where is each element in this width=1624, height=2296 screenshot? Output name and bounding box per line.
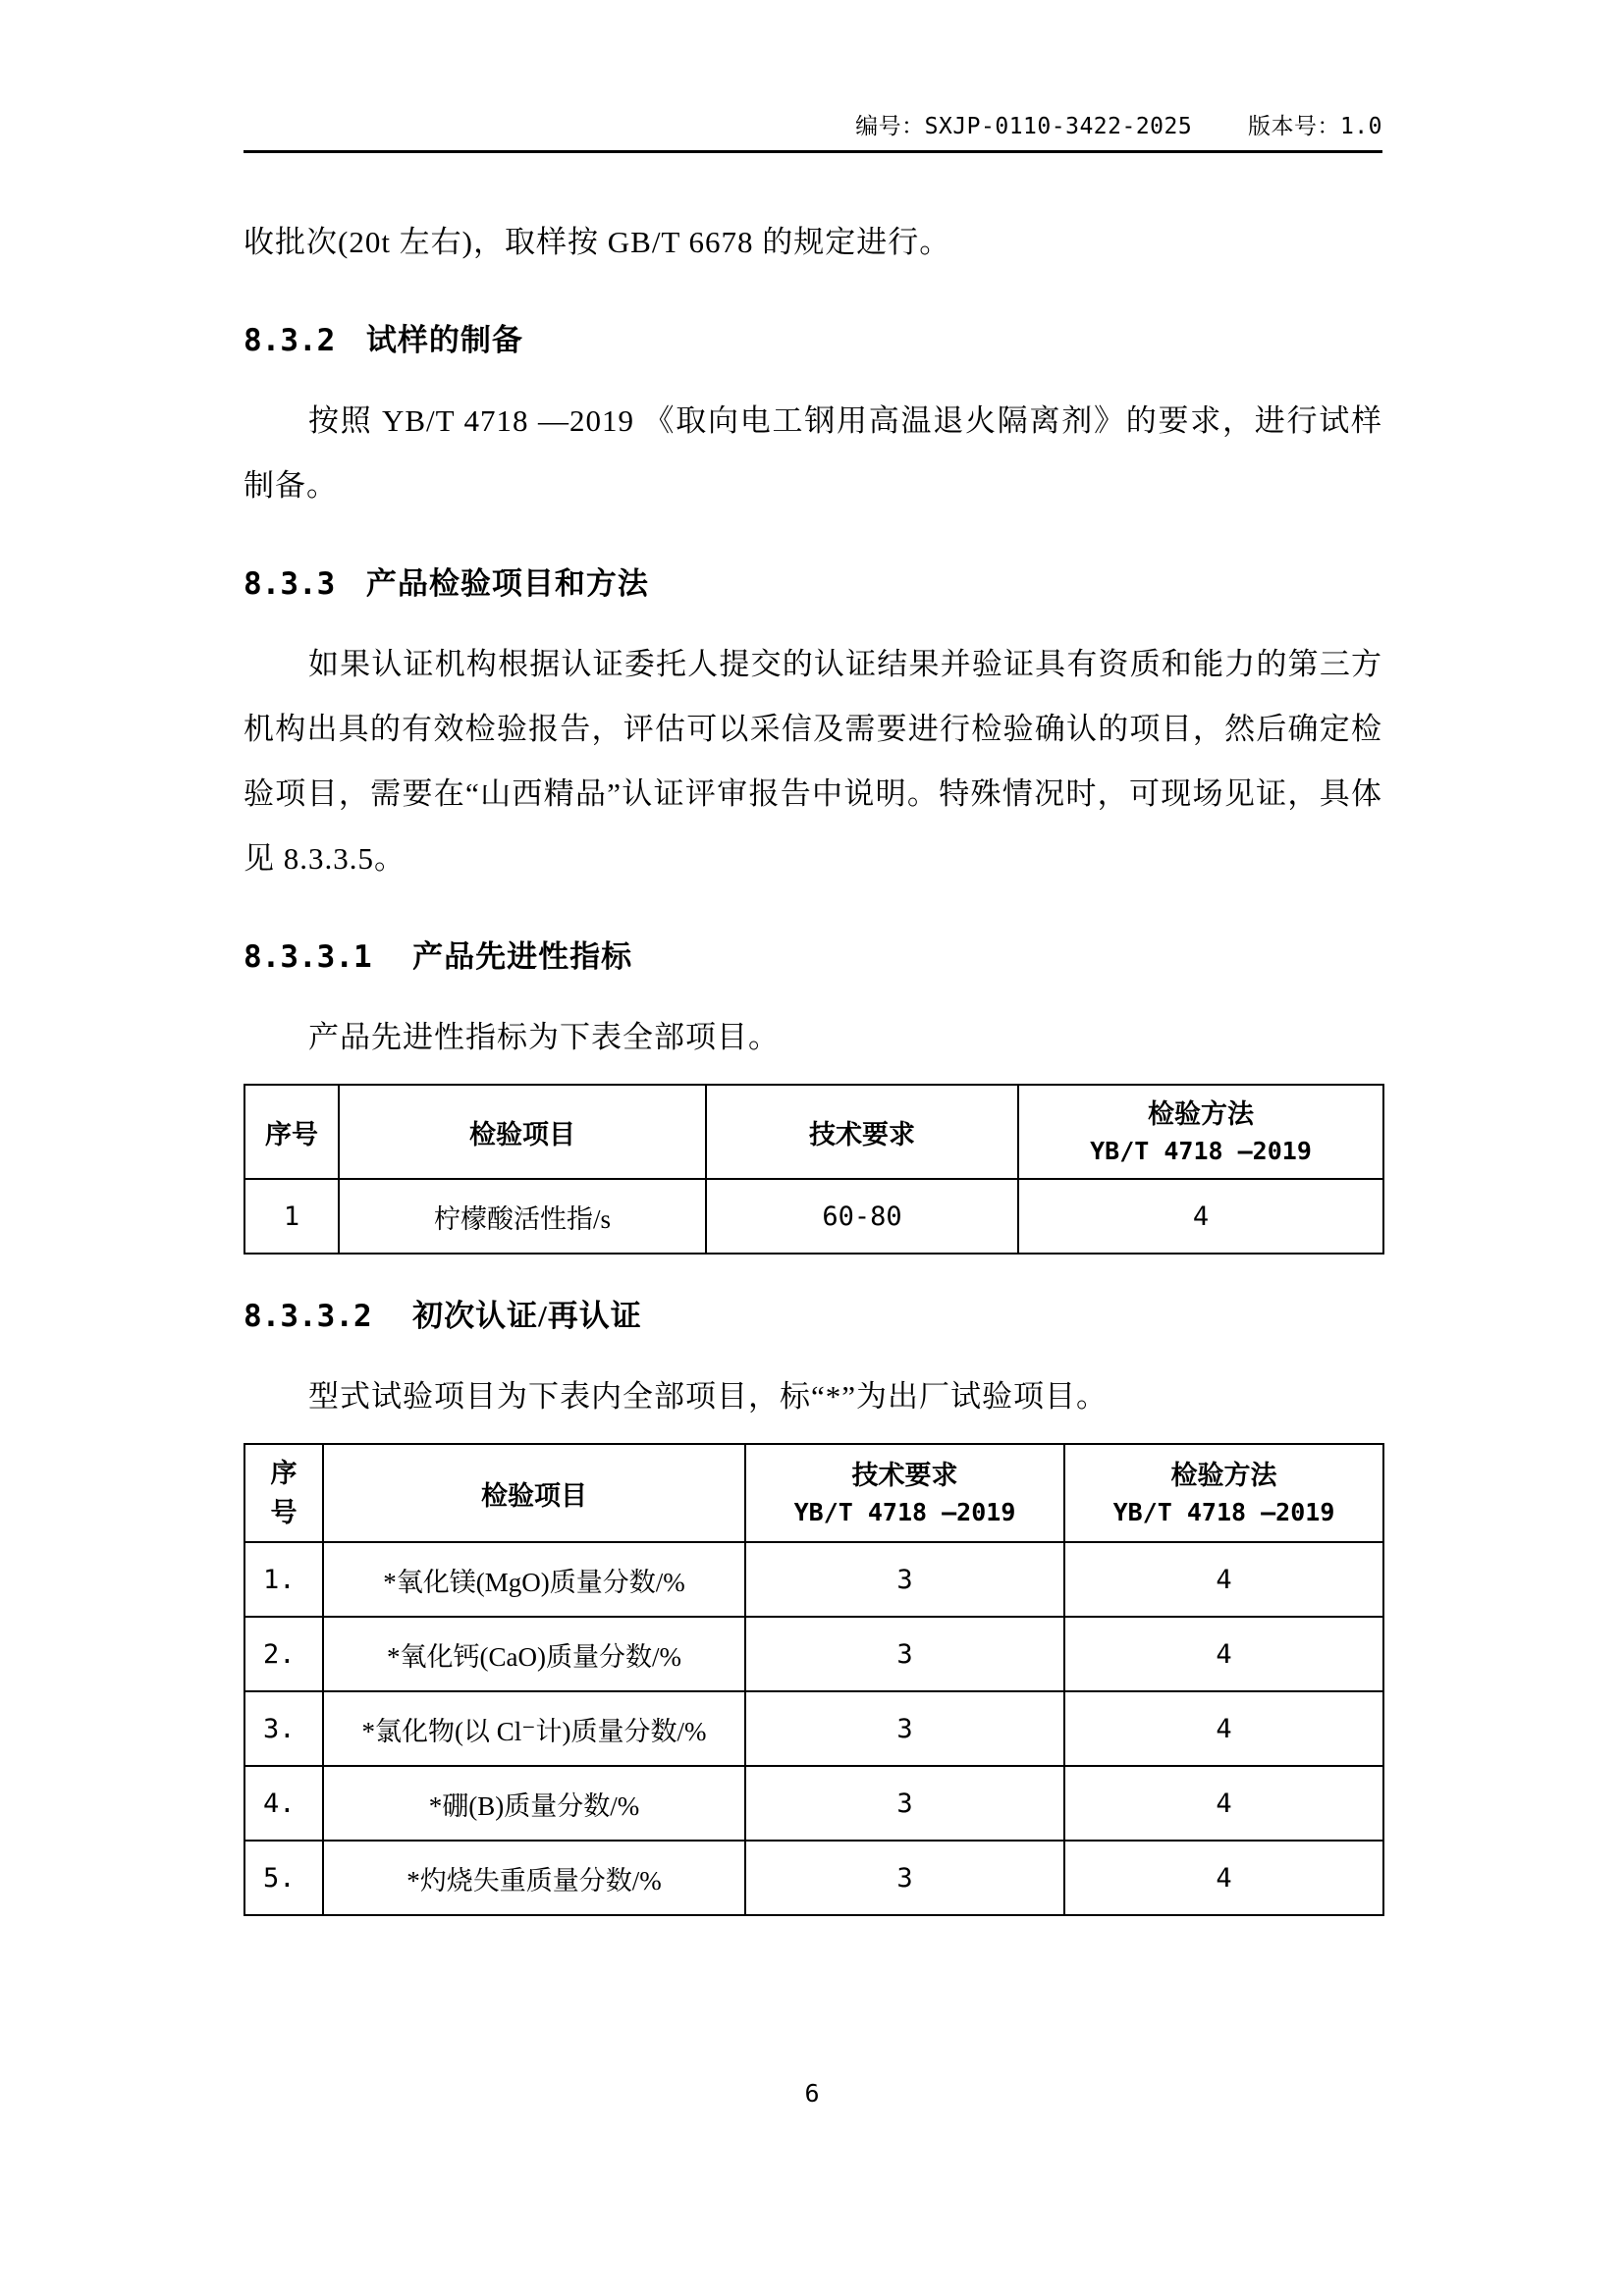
heading-8-3-3-number: 8.3.3 bbox=[244, 566, 336, 602]
table-row bbox=[244, 1617, 1383, 1691]
heading-8-3-3-text: 产品检验项目和方法 bbox=[365, 566, 649, 601]
table-row bbox=[244, 1691, 1383, 1766]
header-inspection-method bbox=[1018, 1085, 1383, 1179]
heading-8-3-3-1-number: 8.3.3.1 bbox=[244, 939, 372, 975]
page-content bbox=[244, 108, 1382, 1916]
heading-8-3-3-2 bbox=[244, 1284, 1382, 1349]
cell-inspection-method: 4 bbox=[1064, 1766, 1383, 1841]
cell-serial-number: 1. bbox=[244, 1542, 323, 1617]
document-number: 编号：SXJP-0110-3422-2025 bbox=[855, 114, 1193, 139]
table-row bbox=[244, 1841, 1383, 1915]
header-technical-requirement-standard: YB/T 4718 —2019 bbox=[793, 1498, 1016, 1526]
heading-8-3-3-1-text: 产品先进性指标 bbox=[412, 939, 633, 974]
table-row bbox=[244, 1179, 1383, 1254]
paragraph-8-3-2: 按照 YB/T 4718 —2019 《取向电工钢用高温退火隔离剂》的要求，进行试样制备。 bbox=[244, 403, 1382, 503]
header-inspection-method-title: 检验方法 bbox=[1148, 1099, 1254, 1129]
cell-inspection-method: 4 bbox=[1064, 1617, 1383, 1691]
paragraph-8-3-3: 如果认证机构根据认证委托人提交的认证结果并验证具有资质和能力的第三方机构出具的有效检验报告，评估可以采信及需要进行检验确认的项目，然后确定检验项目，需要在“山西精品”认证评审报告中说明。特殊情况时，可现场见证，具体见 8.3.3.5。 bbox=[244, 647, 1382, 876]
page-footer bbox=[0, 2079, 1624, 2108]
heading-8-3-2-text: 试样的制备 bbox=[365, 323, 523, 357]
header-serial-number: 序号 bbox=[244, 1085, 339, 1179]
header-inspection-method-standard: YB/T 4718 —2019 bbox=[1090, 1137, 1312, 1165]
table-row bbox=[244, 1766, 1383, 1841]
cell-technical-requirement: 3 bbox=[745, 1841, 1064, 1915]
cell-inspection-item: *氧化钙(CaO)质量分数/% bbox=[323, 1617, 745, 1691]
heading-8-3-3-2-number: 8.3.3.2 bbox=[244, 1299, 372, 1334]
cell-inspection-item: *硼(B)质量分数/% bbox=[323, 1766, 745, 1841]
heading-8-3-3-1 bbox=[244, 925, 1382, 989]
cell-serial-number: 4. bbox=[244, 1766, 323, 1841]
header-inspection-method bbox=[1064, 1444, 1383, 1542]
cell-inspection-item: *氯化物(以 Cl⁻计)质量分数/% bbox=[323, 1691, 745, 1766]
cell-serial-number: 3. bbox=[244, 1691, 323, 1766]
header-inspection-method-title: 检验方法 bbox=[1170, 1461, 1277, 1490]
heading-8-3-2-number: 8.3.2 bbox=[244, 323, 336, 358]
header-inspection-item: 检验项目 bbox=[339, 1085, 706, 1179]
cell-technical-requirement: 3 bbox=[745, 1617, 1064, 1691]
cell-inspection-method: 4 bbox=[1064, 1542, 1383, 1617]
header-technical-requirement: 技术要求 bbox=[706, 1085, 1018, 1179]
cell-serial-number: 2. bbox=[244, 1617, 323, 1691]
header-technical-requirement bbox=[745, 1444, 1064, 1542]
cell-technical-requirement: 3 bbox=[745, 1542, 1064, 1617]
cell-technical-requirement: 3 bbox=[745, 1691, 1064, 1766]
cell-inspection-item: *灼烧失重质量分数/% bbox=[323, 1841, 745, 1915]
table-row bbox=[244, 1542, 1383, 1617]
header-inspection-method-standard: YB/T 4718 —2019 bbox=[1112, 1498, 1335, 1526]
table-header-row bbox=[244, 1444, 1383, 1542]
paragraph-8-3-3-1: 产品先进性指标为下表全部项目。 bbox=[308, 1020, 780, 1054]
heading-8-3-3 bbox=[244, 552, 1382, 616]
table-advanced-indicators bbox=[244, 1084, 1384, 1255]
page-number: 6 bbox=[804, 2079, 820, 2108]
paragraph-8-3-3-2: 型式试验项目为下表内全部项目，标“*”为出厂试验项目。 bbox=[308, 1379, 1109, 1414]
cell-inspection-item: 柠檬酸活性指/s bbox=[339, 1179, 706, 1254]
header-serial-number bbox=[244, 1444, 323, 1542]
header-serial-number-line2: 号 bbox=[270, 1498, 298, 1527]
cell-technical-requirement: 60-80 bbox=[706, 1179, 1018, 1254]
page-header bbox=[244, 108, 1382, 150]
document-version: 版本号：1.0 bbox=[1247, 114, 1382, 139]
table-type-test-items bbox=[244, 1443, 1384, 1916]
cell-inspection-item: *氧化镁(MgO)质量分数/% bbox=[323, 1542, 745, 1617]
heading-8-3-3-2-text: 初次认证/再认证 bbox=[412, 1299, 642, 1333]
header-inspection-item: 检验项目 bbox=[323, 1444, 745, 1542]
cell-inspection-method: 4 bbox=[1064, 1691, 1383, 1766]
table-header-row bbox=[244, 1085, 1383, 1179]
header-serial-number-line1: 序 bbox=[270, 1459, 298, 1488]
cell-inspection-method: 4 bbox=[1018, 1179, 1383, 1254]
heading-8-3-2 bbox=[244, 308, 1382, 373]
header-divider bbox=[244, 150, 1382, 153]
cell-inspection-method: 4 bbox=[1064, 1841, 1383, 1915]
cell-serial-number: 5. bbox=[244, 1841, 323, 1915]
cell-serial-number: 1 bbox=[244, 1179, 339, 1254]
header-technical-requirement-title: 技术要求 bbox=[851, 1461, 958, 1490]
cell-technical-requirement: 3 bbox=[745, 1766, 1064, 1841]
continued-paragraph: 收批次(20t 左右)，取样按 GB/T 6678 的规定进行。 bbox=[244, 225, 951, 259]
